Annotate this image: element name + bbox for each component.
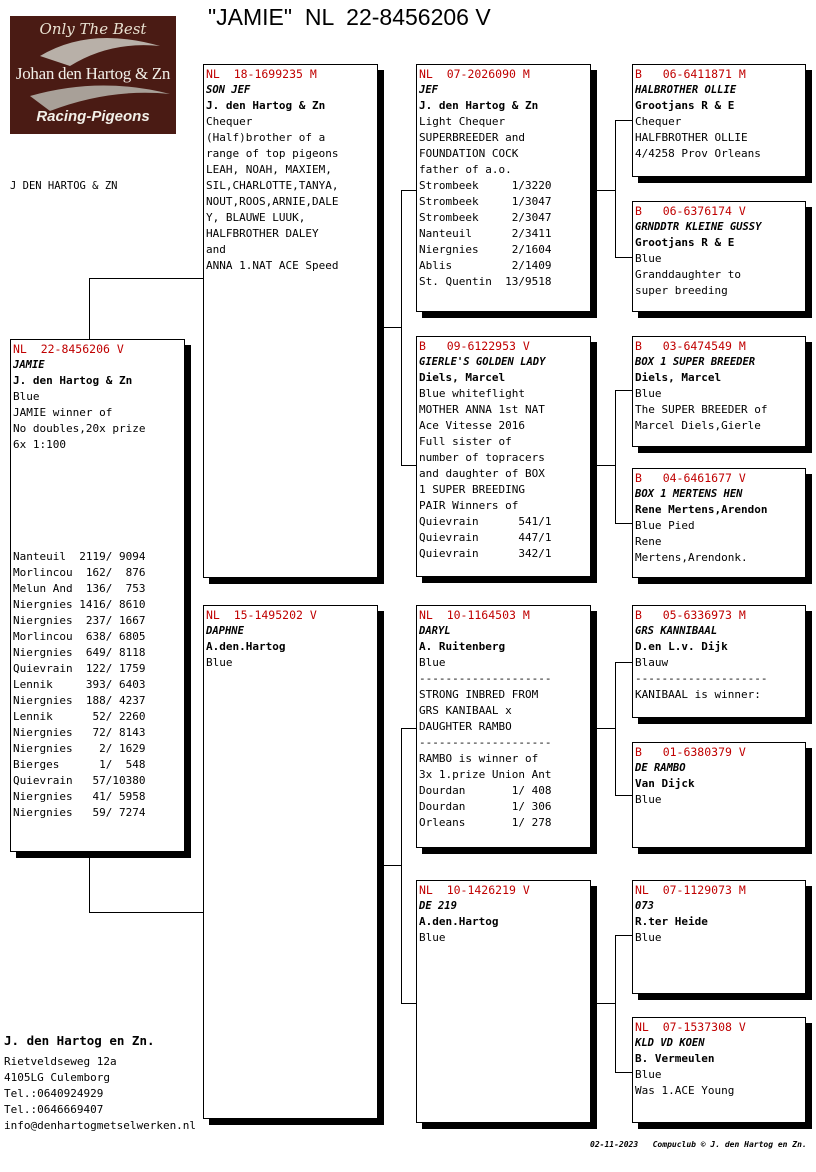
ring-number: NL 22-8456206 V bbox=[13, 342, 124, 356]
pigeon-card-dss bbox=[632, 605, 806, 718]
pigeon-name: BOX 1 MERTENS HEN bbox=[635, 488, 743, 500]
connector bbox=[401, 465, 417, 466]
connector bbox=[615, 120, 633, 121]
pedigree-line: Blue bbox=[635, 931, 662, 944]
pedigree-line: super breeding bbox=[635, 284, 728, 297]
pedigree-line: Orleans 1/ 278 bbox=[419, 816, 552, 829]
pedigree-line: Blue bbox=[635, 1068, 662, 1081]
logo-tagline: Racing-Pigeons bbox=[36, 108, 150, 125]
pedigree-line: Blue bbox=[419, 931, 446, 944]
pedigree-line: DAUGHTER RAMBO bbox=[419, 720, 512, 733]
owner-name: J. den Hartog & Zn bbox=[13, 374, 133, 387]
ring-number: B 05-6336973 M bbox=[635, 608, 746, 622]
pedigree-line: HALFBROTHER OLLIE bbox=[635, 131, 748, 144]
owner-name: R.ter Heide bbox=[635, 915, 708, 928]
connector bbox=[590, 190, 615, 191]
pedigree-line: The SUPER BREEDER of bbox=[635, 403, 768, 416]
pedigree-line: Blue bbox=[419, 656, 446, 669]
connector bbox=[401, 728, 402, 1004]
pedigree-line bbox=[13, 533, 184, 549]
pedigree-line: and daughter of BOX bbox=[419, 467, 545, 480]
pedigree-line: Strombeek 2/3047 bbox=[419, 211, 552, 224]
pigeon-card-sire-dam bbox=[416, 336, 591, 577]
pedigree-line: Chequer bbox=[206, 115, 253, 128]
pedigree-line: Morlincou 162/ 876 bbox=[13, 566, 146, 579]
pedigree-line: LEAH, NOAH, MAXIEM, bbox=[206, 163, 332, 176]
connector bbox=[615, 523, 633, 524]
connector bbox=[615, 795, 633, 796]
pedigree-line: -------------------- bbox=[419, 736, 552, 749]
pedigree-line bbox=[13, 517, 184, 533]
address-phone-1: Tel.:0640924929 bbox=[4, 1087, 104, 1100]
pedigree-line: SUPERBREEDER and bbox=[419, 131, 525, 144]
pedigree-line: Nanteuil 2/3411 bbox=[419, 227, 552, 240]
logo-slogan: Only The Best bbox=[39, 20, 147, 38]
pedigree-line: Strombeek 1/3220 bbox=[419, 179, 552, 192]
pigeon-name: GRNDDTR KLEINE GUSSY bbox=[635, 221, 762, 233]
owner-name: Grootjans R & E bbox=[635, 99, 735, 112]
pedigree-line: Blue bbox=[635, 252, 662, 265]
pigeon-card-sss bbox=[632, 64, 806, 177]
owner-name: Rene Mertens,Arendon bbox=[635, 503, 768, 516]
connector bbox=[89, 278, 90, 340]
pedigree-line: Dourdan 1/ 408 bbox=[419, 784, 552, 797]
connector bbox=[590, 728, 615, 729]
address-street: Rietveldseweg 12a bbox=[4, 1055, 117, 1068]
pedigree-line: Niergnies 2/ 1629 bbox=[13, 742, 146, 755]
pigeon-name: DAPHNE bbox=[206, 625, 244, 637]
pigeon-card-dds bbox=[632, 880, 806, 994]
owner-name: Grootjans R & E bbox=[635, 236, 735, 249]
pedigree-line: Niergnies 41/ 5958 bbox=[13, 790, 146, 803]
owner-name: B. Vermeulen bbox=[635, 1052, 715, 1065]
pedigree-line: Ace Vitesse 2016 bbox=[419, 419, 525, 432]
pedigree-line: Quievrain 57/10380 bbox=[13, 774, 146, 787]
address-email[interactable]: info@denhartogmetselwerken.nl bbox=[4, 1119, 197, 1132]
connector bbox=[615, 257, 633, 258]
pedigree-line: 3x 1.prize Union Ant bbox=[419, 768, 552, 781]
pigeon-name: DE RAMBO bbox=[635, 762, 686, 774]
pigeon-name: DARYL bbox=[419, 625, 451, 637]
pedigree-line: Light Chequer bbox=[419, 115, 506, 128]
pedigree-line: HALFBROTHER DALEY bbox=[206, 227, 319, 240]
pedigree-line: 1 SUPER BREEDING bbox=[419, 483, 525, 496]
pedigree-line: Niergnies 2/1604 bbox=[419, 243, 552, 256]
owner-name: Diels, Marcel bbox=[419, 371, 506, 384]
connector bbox=[615, 120, 616, 258]
pedigree-line: PAIR Winners of bbox=[419, 499, 519, 512]
pedigree-line: STRONG INBRED FROM bbox=[419, 688, 539, 701]
ring-number: NL 07-1537308 V bbox=[635, 1020, 746, 1034]
pedigree-line: 6x 1:100 bbox=[13, 438, 66, 451]
connector bbox=[401, 1003, 417, 1004]
pedigree-line: Melun And 136/ 753 bbox=[13, 582, 146, 595]
pedigree-line: Niergnies 649/ 8118 bbox=[13, 646, 146, 659]
pedigree-line: St. Quentin 13/9518 bbox=[419, 275, 552, 288]
connector bbox=[377, 327, 401, 328]
pigeon-card-sire bbox=[203, 64, 378, 578]
pigeon-card-sire-sire bbox=[416, 64, 591, 312]
pedigree-line: Blue bbox=[206, 656, 233, 669]
pigeon-name: SON JEF bbox=[206, 84, 251, 96]
pigeon-name: GRS KANNIBAAL bbox=[635, 625, 718, 637]
pedigree-line: ANNA 1.NAT ACE Speed bbox=[206, 259, 339, 272]
ring-number: B 06-6411871 M bbox=[635, 67, 746, 81]
pedigree-line: KANIBAAL is winner: bbox=[635, 688, 761, 701]
ring-number: NL 10-1164503 M bbox=[419, 608, 530, 622]
pedigree-line: MOTHER ANNA 1st NAT bbox=[419, 403, 545, 416]
connector bbox=[615, 1072, 633, 1073]
owner-name: A. Ruitenberg bbox=[419, 640, 506, 653]
pedigree-line: Granddaughter to bbox=[635, 268, 741, 281]
pigeon-card-main bbox=[10, 339, 185, 852]
pedigree-line: FOUNDATION COCK bbox=[419, 147, 519, 160]
pedigree-line: Blauw bbox=[635, 656, 669, 669]
pedigree-line: Quievrain 541/1 bbox=[419, 515, 552, 528]
connector bbox=[615, 390, 616, 524]
footer-credit: 02-11-2023 Compuclub © J. den Hartog en Zn. bbox=[590, 1140, 807, 1149]
pigeon-card-dam-sire bbox=[416, 605, 591, 848]
pigeon-name: JAMIE bbox=[13, 359, 45, 371]
pedigree-line: Nanteuil 2119/ 9094 bbox=[13, 550, 146, 563]
pedigree-line: JAMIE winner of bbox=[13, 406, 113, 419]
pedigree-line: Niergnies 72/ 8143 bbox=[13, 726, 146, 739]
pedigree-line: Was 1.ACE Young bbox=[635, 1084, 735, 1097]
pedigree-line: Y, BLAUWE LUUK, bbox=[206, 211, 306, 224]
logo-name: Johan den Hartog & Zn bbox=[15, 64, 171, 83]
pedigree-line: number of topracers bbox=[419, 451, 545, 464]
pedigree-line: Rene bbox=[635, 535, 662, 548]
pedigree-line: Blue bbox=[13, 390, 40, 403]
pedigree-line: GRS KANIBAAL x bbox=[419, 704, 512, 717]
pigeon-name: HALBROTHER OLLIE bbox=[635, 84, 737, 96]
connector bbox=[590, 1003, 615, 1004]
pedigree-line: Blue whiteflight bbox=[419, 387, 525, 400]
ring-number: B 03-6474549 M bbox=[635, 339, 746, 353]
pigeon-card-dam bbox=[203, 605, 378, 1119]
pigeon-card-dam-dam bbox=[416, 880, 591, 1123]
owner-name: Diels, Marcel bbox=[635, 371, 722, 384]
pedigree-line: Blue Pied bbox=[635, 519, 695, 532]
connector bbox=[590, 465, 615, 466]
pedigree-line: Full sister of bbox=[419, 435, 512, 448]
address-phone-2: Tel.:0646669407 bbox=[4, 1103, 104, 1116]
pigeon-name: DE 219 bbox=[419, 900, 457, 912]
breeder-name-small: J DEN HARTOG & ZN bbox=[10, 180, 118, 192]
connector bbox=[89, 912, 204, 913]
pedigree-line: and bbox=[206, 243, 226, 256]
pedigree-line: Blue bbox=[635, 387, 662, 400]
pedigree-line: Morlincou 638/ 6805 bbox=[13, 630, 146, 643]
pedigree-line: Ablis 2/1409 bbox=[419, 259, 552, 272]
connector bbox=[615, 662, 616, 796]
connector bbox=[615, 662, 633, 663]
pedigree-line bbox=[13, 453, 184, 469]
connector bbox=[377, 865, 401, 866]
pigeon-name: GIERLE'S GOLDEN LADY bbox=[419, 356, 546, 368]
pedigree-line: Quievrain 342/1 bbox=[419, 547, 552, 560]
pigeon-name: 073 bbox=[635, 900, 654, 912]
connector bbox=[89, 853, 90, 913]
pigeon-card-dsd bbox=[632, 742, 806, 848]
pedigree-title: "JAMIE" NL 22-8456206 V bbox=[208, 4, 491, 30]
pedigree-line: Lennik 52/ 2260 bbox=[13, 710, 146, 723]
ring-number: B 04-6461677 V bbox=[635, 471, 746, 485]
pedigree-line: Niergnies 59/ 7274 bbox=[13, 806, 146, 819]
pedigree-line: -------------------- bbox=[635, 672, 768, 685]
pedigree-line: Marcel Diels,Gierle bbox=[635, 419, 761, 432]
ring-number: NL 07-2026090 M bbox=[419, 67, 530, 81]
owner-name: Van Dijck bbox=[635, 777, 695, 790]
pedigree-line: Dourdan 1/ 306 bbox=[419, 800, 552, 813]
connector bbox=[615, 935, 616, 1073]
pedigree-line: (Half)brother of a bbox=[206, 131, 326, 144]
connector bbox=[89, 278, 204, 279]
pigeon-name: JEF bbox=[419, 84, 438, 96]
pigeon-card-ssd bbox=[632, 201, 806, 312]
ring-number: B 01-6380379 V bbox=[635, 745, 746, 759]
pedigree-line bbox=[13, 501, 184, 517]
owner-name: D.en L.v. Dijk bbox=[635, 640, 728, 653]
owner-name: A.den.Hartog bbox=[419, 915, 499, 928]
ring-number: NL 18-1699235 M bbox=[206, 67, 317, 81]
pedigree-line: NOUT,ROOS,ARNIE,DALE bbox=[206, 195, 339, 208]
pedigree-line: SIL,CHARLOTTE,TANYA, bbox=[206, 179, 339, 192]
connector bbox=[615, 390, 633, 391]
pedigree-line: Strombeek 1/3047 bbox=[419, 195, 552, 208]
pedigree-line: Bierges 1/ 548 bbox=[13, 758, 146, 771]
pedigree-line: father of a.o. bbox=[419, 163, 512, 176]
pedigree-line: -------------------- bbox=[419, 672, 552, 685]
pedigree-line: RAMBO is winner of bbox=[419, 752, 539, 765]
ring-number: NL 15-1495202 V bbox=[206, 608, 317, 622]
address-city: 4105LG Culemborg bbox=[4, 1071, 110, 1084]
connector bbox=[615, 935, 633, 936]
connector bbox=[401, 190, 417, 191]
pedigree-line: Blue bbox=[635, 793, 662, 806]
pedigree-line bbox=[13, 485, 184, 501]
breeder-logo bbox=[10, 16, 176, 134]
pigeon-name: BOX 1 SUPER BREEDER bbox=[635, 356, 756, 368]
pedigree-line: Mertens,Arendonk. bbox=[635, 551, 748, 564]
pedigree-line: Lennik 393/ 6403 bbox=[13, 678, 146, 691]
pedigree-line: Quievrain 122/ 1759 bbox=[13, 662, 146, 675]
pedigree-line: Quievrain 447/1 bbox=[419, 531, 552, 544]
pedigree-line: No doubles,20x prize bbox=[13, 422, 146, 435]
breeder-address-block bbox=[4, 1033, 196, 1134]
pigeon-card-sds bbox=[632, 336, 806, 447]
ring-number: B 06-6376174 V bbox=[635, 204, 746, 218]
pedigree-line: 4/4258 Prov Orleans bbox=[635, 147, 761, 160]
pigeon-card-sdd bbox=[632, 468, 806, 578]
pedigree-line: Niergnies 237/ 1667 bbox=[13, 614, 146, 627]
pedigree-line: Niergnies 188/ 4237 bbox=[13, 694, 146, 707]
ring-number: B 09-6122953 V bbox=[419, 339, 530, 353]
owner-name: A.den.Hartog bbox=[206, 640, 286, 653]
pedigree-line bbox=[13, 469, 184, 485]
breeder-name: J. den Hartog en Zn. bbox=[4, 1033, 155, 1048]
pigeon-card-ddd bbox=[632, 1017, 806, 1123]
owner-name: J. den Hartog & Zn bbox=[206, 99, 326, 112]
pedigree-line: Niergnies 1416/ 8610 bbox=[13, 598, 146, 611]
pedigree-line: range of top pigeons bbox=[206, 147, 339, 160]
connector bbox=[401, 190, 402, 466]
ring-number: NL 07-1129073 M bbox=[635, 883, 746, 897]
connector bbox=[401, 728, 417, 729]
ring-number: NL 10-1426219 V bbox=[419, 883, 530, 897]
owner-name: J. den Hartog & Zn bbox=[419, 99, 539, 112]
pigeon-name: KLD VD KOEN bbox=[635, 1037, 705, 1049]
pedigree-line: Chequer bbox=[635, 115, 682, 128]
